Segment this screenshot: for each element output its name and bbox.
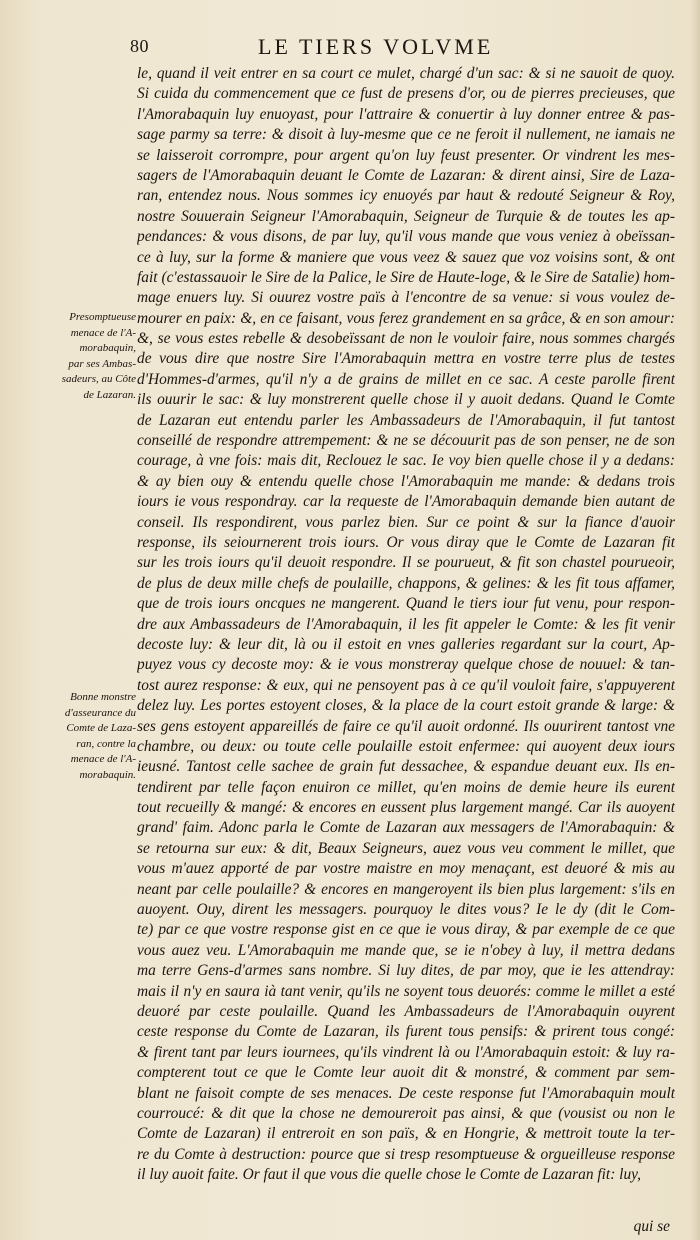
text-line: response, ils seiournerent trois iours. Or vous diray que le Comte de Lazaran fit [137, 533, 675, 551]
text-line: ma terre Gens-d'armes sans nombre. Si luy dites, de par moy, que ie les attendray: [137, 962, 675, 980]
text-line: sage parmy sa terre: & disoit à luy-mesme que ce ne feroit il nullement, ne iamais ne [137, 126, 675, 144]
text-line: fait (c'estassauoir le Sire de la Palice, le Sire de Haute-loge, & le Sire de Satalie) hom- [137, 268, 675, 286]
text-line: ses gens estoyent appareillés de faire ce qu'il auoit ordonné. Ils ouurirent tantost vne [137, 717, 675, 735]
text-line: courroucé: & dit que la chose ne demoureroit pas ainsi, & que (vousist ou non le [137, 1104, 675, 1122]
text-line: chambre, ou deux: ou toute celle poulaille estoit enfermee: qui auoyent deux iours [137, 737, 675, 755]
marginal-note-line: Bonne monstre [70, 691, 136, 703]
text-line: ieusné. Tantost celle sachee de grain fut dessachee, & espandue deuant eux. Ils en- [137, 758, 675, 776]
text-line: dre aux Ambassadeurs de l'Amorabaquin, il les fit appeler le Comte: & les fit venir [137, 615, 675, 633]
marginal-note-line: Presomptueuse [69, 311, 136, 323]
text-line: sur les trois iours qu'il deuoit respondre. Il se pourueut, & fit son chastel pourueoir, [137, 554, 675, 572]
text-line: se laisseroit corrompre, pour argent qu'on luy feust presenter. Or vindrent les mes- [137, 146, 675, 164]
main-text-block [137, 64, 675, 1185]
text-line: courage, à vne fois: mais dit, Reclouez le sac. Ie voy bien quelle chose il y a dedans: [137, 452, 675, 470]
text-line: sagers de l'Amorabaquin deuant le Comte de Lazaran: & dirent ainsi, Sire de Laza- [137, 166, 675, 184]
marginal-note-line: ran, contre la [76, 737, 136, 750]
text-line: ceste response du Comte de Lazaran, ils furent tous pensifs: & prirent tous congé: [137, 1023, 675, 1041]
text-line: iours ie vous respondray. car la requeste de l'Amorabaquin demande bien autant de [137, 493, 675, 511]
text-line: compterent tout ce que le Comte leur auoit dit & monstré, & comment par sem- [137, 1064, 675, 1082]
text-line: & ay bien ouy & entendu quelle chose l'Amorabaquin me mande: & dedans trois [137, 472, 675, 490]
text-line: que de trois iours oncques ne mangerent. Quand le tiers iour fut venu, pour respon- [137, 595, 675, 613]
running-title: LE TIERS VOLVME [258, 34, 494, 59]
marginal-note-line: morabaquin. [79, 768, 136, 781]
marginal-note-line: de Lazaran. [83, 388, 136, 401]
text-line: re du Comte à destruction: pource que si tresp resomptueuse & orgueilleuse response [137, 1145, 675, 1163]
page-header [130, 34, 570, 62]
marginal-note-line: menace de l'A- [70, 326, 136, 339]
text-line: nostre Souuerain Seigneur l'Amorabaquin, Seigneur de Turquie & de toutes les ap- [137, 207, 675, 225]
text-line: il luy auoit faite. Or faut il que vous die quelle chose le Comte de Lazaran fit: luy, [137, 1166, 641, 1184]
catchword: qui se [633, 1218, 670, 1235]
text-line: de Lazaran eut entendu parler les Ambassadeurs de l'Amorabaquin, il fut tantost [137, 411, 675, 429]
text-line: vous m'auez apporté de par vostre maistre en moy menaçant, est deuoré & mis au [137, 860, 675, 878]
marginal-note-line: menace de l'A- [70, 753, 136, 766]
text-line: pendances: & vous disons, de par luy, qu'il vous mande que vous veniez à obeïssan- [137, 228, 675, 246]
text-line: ran, entendez nous. Nous sommes icy enuoyés par haut & redouté Seigneur & Roy, [137, 187, 675, 205]
text-line: decoste luy: & leur dit, là ou il estoit en vnes galleries regardant sur la court, Ap- [137, 635, 675, 653]
marginal-note-threat [52, 310, 136, 404]
text-line: mais il n'y en saura ià tant venir, qu'ils ne soyent tous deuorés: comme le millet a esté [137, 982, 675, 1000]
text-line: de plus de deux mille chefs de poulaille, chappons, & gelines: & les fit tous affamer, [137, 574, 675, 592]
text-line: auoyent. Ouy, dirent les messagers. pourquoy le dites vous? Ie le dy (dit le Com- [137, 901, 675, 919]
text-line: tout recueilly & mangé: & encores en eussent plus largement mangé. Car ils auoyent [137, 799, 675, 817]
text-line: se retourna sur eux: & dit, Beaux Seigneurs, auez vous veu comment le millet, que [137, 839, 675, 857]
folio-number: 80 [130, 36, 149, 56]
text-line: tendirent par telle façon enuiron ce millet, qu'en moins de demie heure ils eurent [137, 778, 675, 796]
text-line: de vous dire que nostre Sire l'Amorabaquin mettra en vostre terre plus de testes [137, 350, 675, 368]
text-line: te) par ce que vostre response gist en ce que ie vous diray, & par exemple de ce que [137, 921, 675, 939]
marginal-note-line: sadeurs, au Côte [61, 373, 136, 386]
text-line: Comte de Lazaran) il entreroit en son païs, & en Hongrie, & mettroit toute la ter- [137, 1125, 675, 1143]
text-line: & firent tant par leurs iournees, qu'ils vindrent là ou l'Amorabaquin estoit: & luy ra- [137, 1043, 675, 1061]
marginal-note-line: par ses Ambas- [68, 357, 136, 370]
text-line: blant ne faisoit compte de ses menaces. De ceste response fut l'Amorabaquin moult [137, 1084, 675, 1102]
text-line: deuoré par ceste poulaille. Quand les Ambassadeurs de l'Amorabaquin ouyrent [137, 1002, 675, 1020]
marginal-note-reply [52, 690, 136, 784]
text-line: l'Amorabaquin luy enuoyast, pour l'attraire & conuertir à luy donner entree & pas- [137, 105, 675, 123]
text-line: mourer en paix: &, en ce faisant, vous ferez grandement en sa grâce, & en son amour: [137, 309, 675, 327]
marginal-note-line: morabaquin, [79, 342, 136, 355]
text-line: conseillé de respondre attrempement: & ne se découurit pas de son penser, ne de son [137, 432, 675, 450]
text-line: puyez vous cy decoste moy: & ie vous monstreray quelque chose de nouuel: & tan- [137, 656, 675, 674]
text-line: delez luy. Les portes estoyent closes, & la place de la court estoit grande & large: & [137, 697, 675, 715]
text-line: vous auez veu. L'Amorabaquin me mande que, se ie n'obey à luy, il mettra dedans [137, 941, 675, 959]
text-line: ils ouurir le sac: & luy monstrerent quelle chose il y auoit dedans. Quand le Comte [137, 391, 675, 409]
text-line: mage enuers luy. Si ouurez vostre païs à l'encontre de sa venue: si vous voulez de- [137, 289, 675, 307]
text-line: &, se vous estes rebelle & desobeïssant de non le vouloir faire, nous sommes chargés [137, 330, 675, 348]
marginal-note-line: Comte de Laza- [66, 722, 136, 735]
text-line: Si cuida du commencement que ce fust de presens d'or, ou de pierres precieuses, que [137, 85, 675, 103]
text-line: grand' faim. Adonc parla le Comte de Lazaran aux messagers de l'Amorabaquin: & [137, 819, 675, 837]
text-line: ce à luy, sur la forme & maniere que vous veez & sauez que voz voisins sont, & ont [137, 248, 675, 266]
text-line: le, quand il veit entrer en sa court ce mulet, chargé d'un sac: & si ne sauoit de quoy. [137, 65, 675, 82]
text-line: tost aurez response: & eux, qui ne pensoyent pas à ce qu'il vouloit faire, s'appuyerent [137, 676, 675, 694]
text-line: neant par celle poulaille? & encores en mangeroyent ils bien plus largement: s'ils en [137, 880, 675, 898]
text-line: d'Hommes-d'armes, qu'il n'y a de grains de millet en ce sac. A ceste parolle firent [137, 370, 675, 388]
text-line: conseil. Ils respondirent, vous parlez bien. Sur ce point & sur la fiance d'auoir [137, 513, 675, 531]
marginal-note-line: d'asseurance du [64, 706, 136, 719]
